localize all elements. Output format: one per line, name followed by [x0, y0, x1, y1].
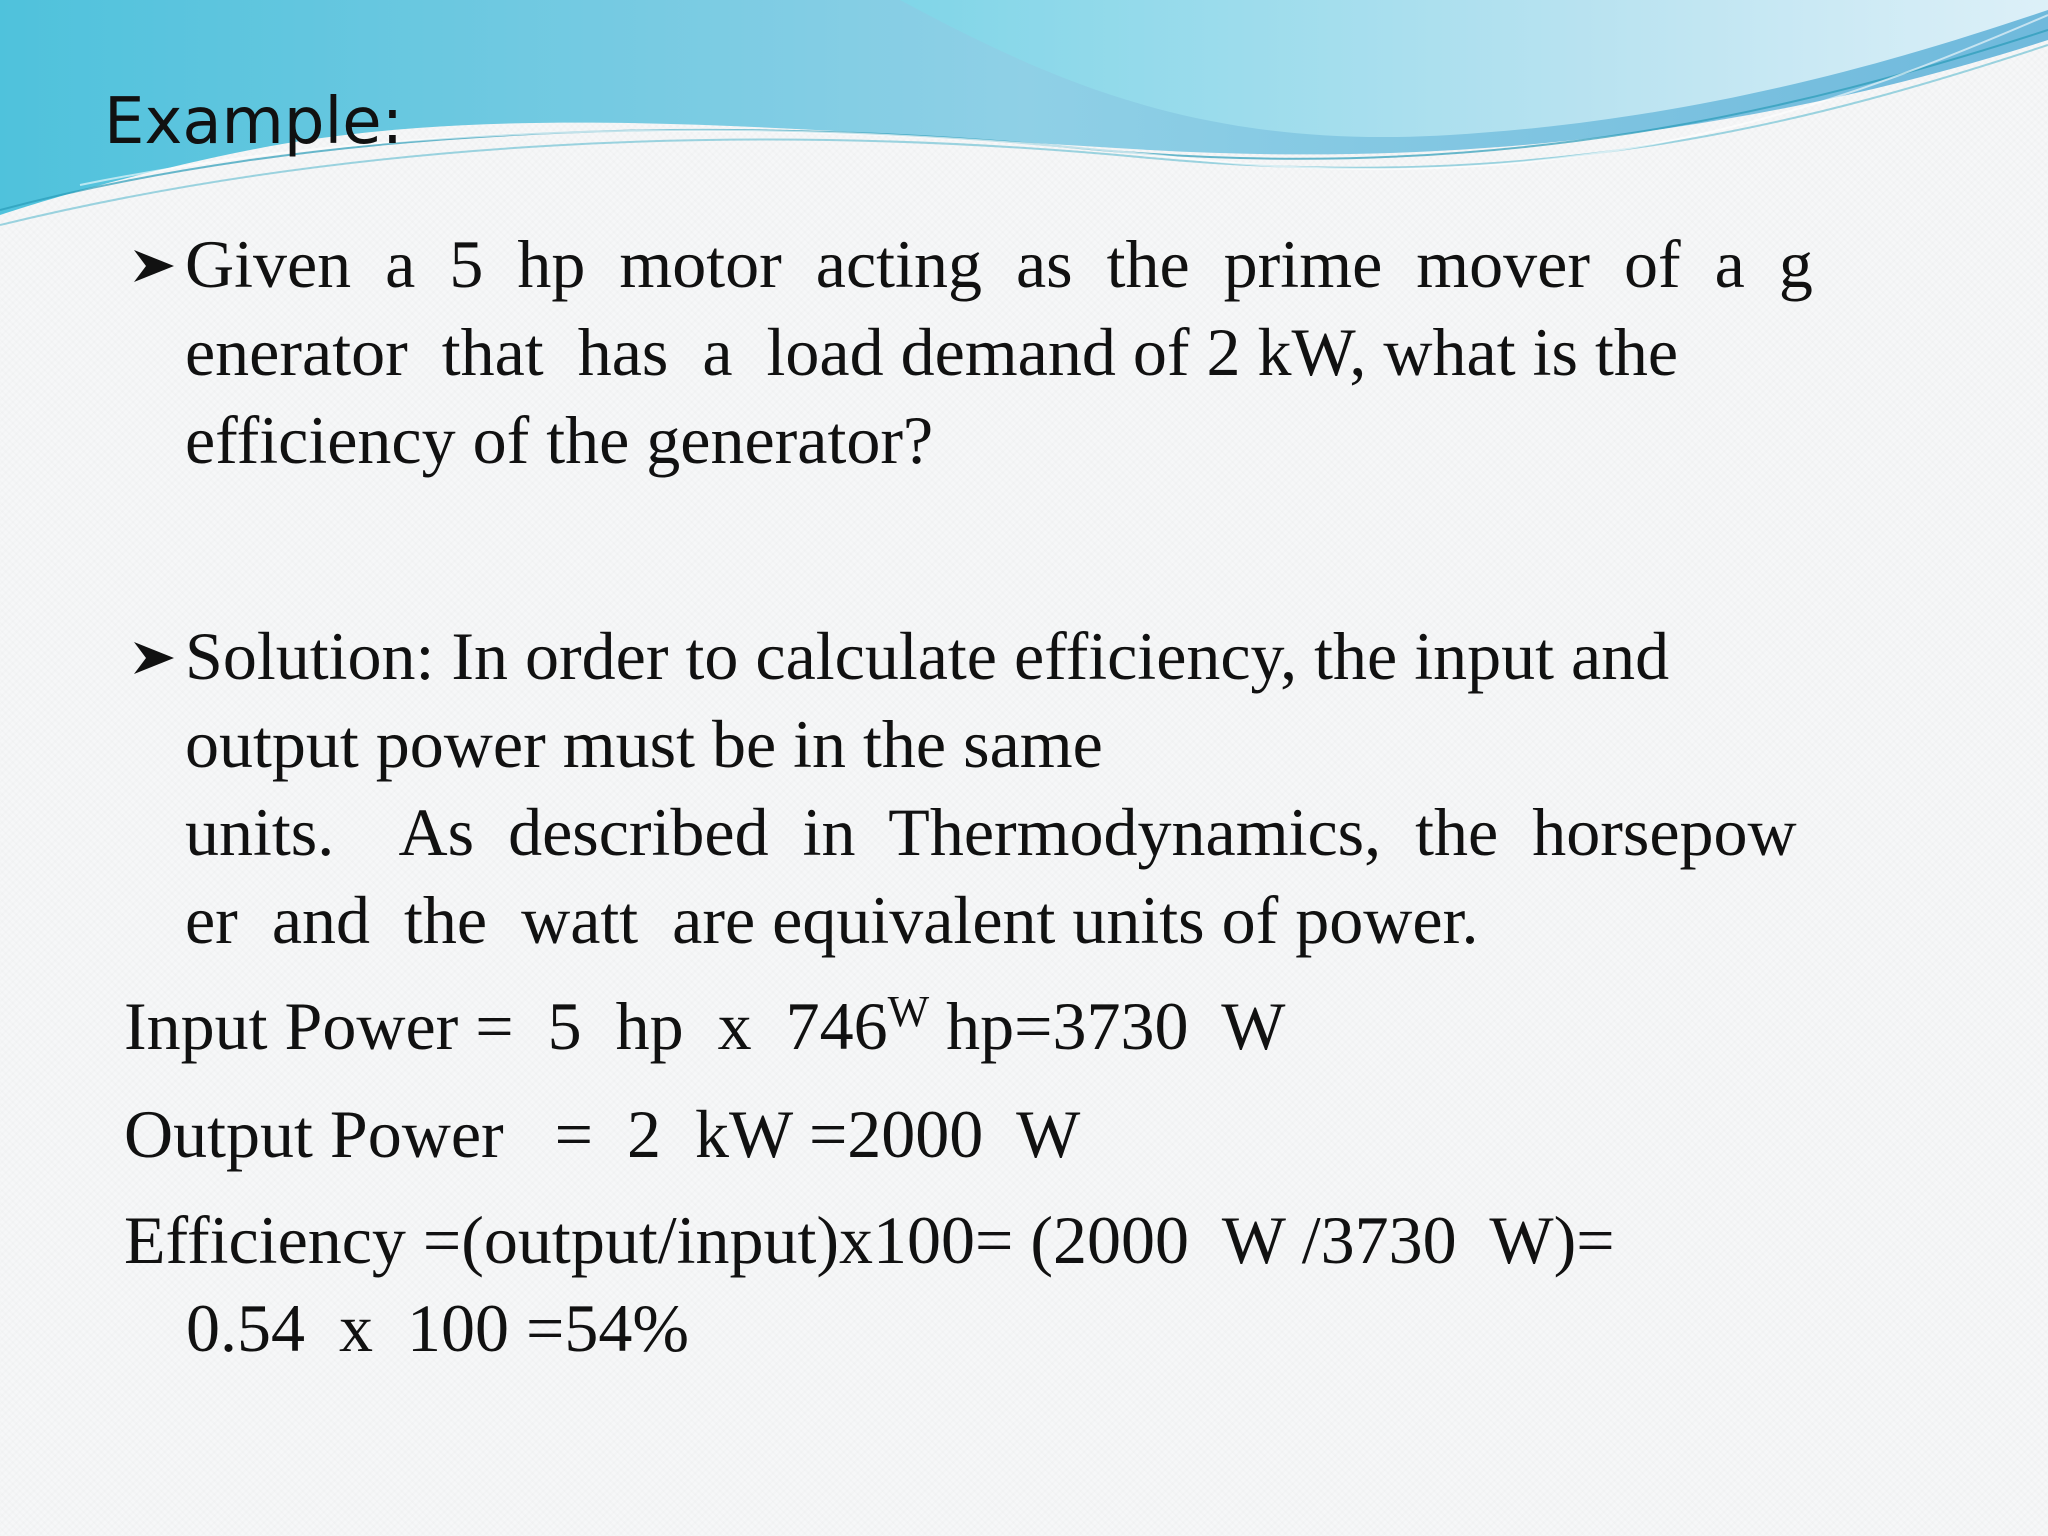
output-power-line [124, 1090, 1964, 1178]
input-power-result: hp=3730 W [929, 988, 1286, 1064]
bullet-line: er and the watt are equivalent units of power. [185, 882, 1479, 958]
arrow-bullet-icon [130, 246, 178, 286]
output-power-text: Output Power = 2 kW =2000 W [124, 1096, 1081, 1172]
bullet-line: output power must be in the same [185, 706, 1103, 782]
bullet-line: units. As described in Thermodynamics, the horsepow [185, 794, 1797, 870]
bullet-line: efficiency of the generator? [185, 402, 934, 478]
efficiency-calculation [124, 1196, 1964, 1372]
slide-title: Example: [104, 85, 404, 159]
efficiency-line: Efficiency =(output/input)x100= (2000 W /3730 W)= [124, 1202, 1615, 1278]
bullet-line: Solution: In order to calculate efficiency, the input and [185, 618, 1670, 694]
input-power-line [124, 982, 1964, 1070]
efficiency-result: 0.54 x 100 =54% [186, 1290, 689, 1366]
input-power-superscript: W [887, 987, 930, 1036]
input-power-label: Input Power = 5 hp x 746 [124, 988, 888, 1064]
bullet-solution [130, 612, 2015, 964]
arrow-bullet-icon [130, 638, 178, 678]
bullet-line: enerator that has a load demand of 2 kW, what is the [185, 314, 1679, 390]
bullet-line: Given a 5 hp motor acting as the prime mover of a g [185, 226, 1813, 302]
bullet-question [130, 220, 2015, 484]
